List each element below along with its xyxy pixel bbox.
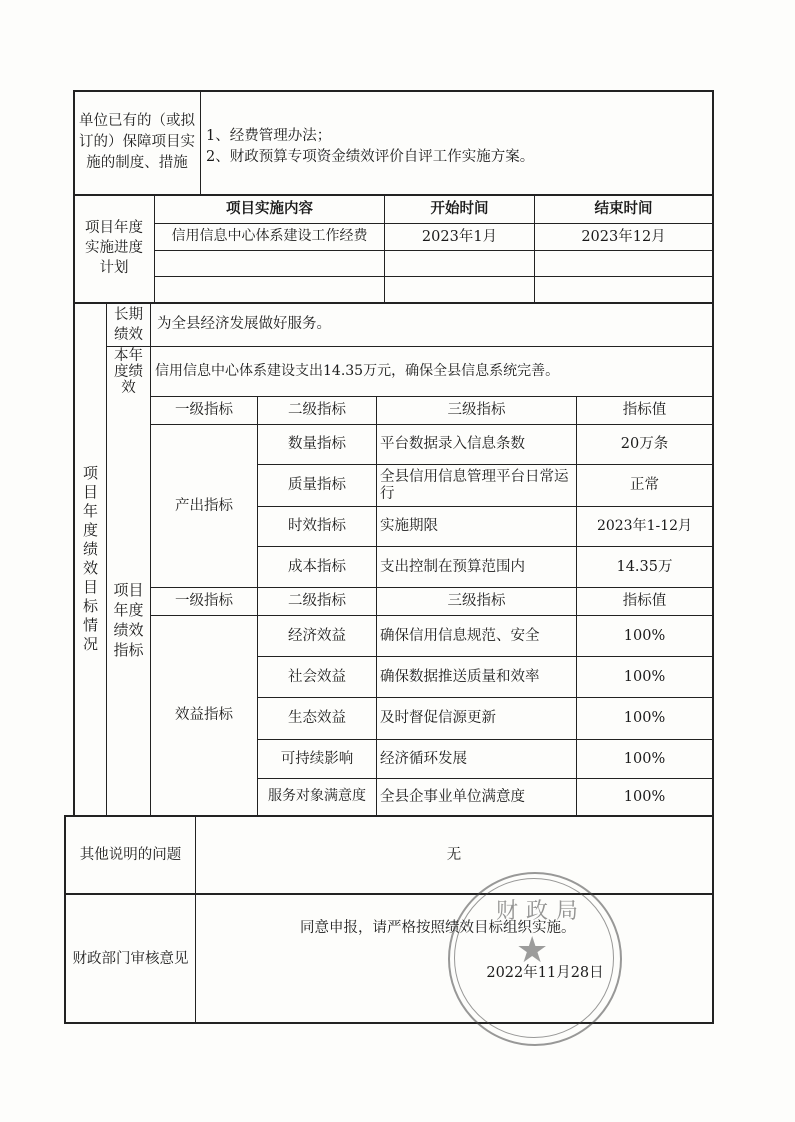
long-term-text: 为全县经济发展做好服务。	[157, 316, 331, 333]
output-value: 正常	[630, 477, 659, 494]
benefit-value: 100%	[623, 750, 666, 767]
benefit-third: 经济循环发展	[380, 750, 467, 767]
review-text: 同意申报，请严格按照绩效目标组织实施。	[300, 919, 576, 936]
benefit-second: 生态效益	[288, 710, 346, 727]
output-value: 2023年1-12月	[596, 517, 693, 534]
benefit-value: 100%	[623, 668, 666, 685]
plan-row-content: 信用信息中心体系建设工作经费	[171, 228, 368, 245]
header-second-level: 二级指标	[288, 402, 346, 419]
output-second: 成本指标	[288, 558, 346, 575]
plan-row-start: 2023年1月	[421, 228, 498, 245]
benefit-third: 及时督促信源更新	[380, 710, 496, 727]
plan-header-end: 结束时间	[594, 199, 653, 217]
plan-row-end: 2023年12月	[581, 228, 666, 245]
header-value: 指标值	[622, 593, 667, 610]
measures-list	[206, 126, 706, 168]
annual-label: 本年度绩效	[114, 347, 143, 396]
plan-label: 项目年度实施进度计划	[85, 220, 143, 276]
official-seal	[448, 872, 618, 1042]
annual-text: 信用信息中心体系建设支出14.35万元，确保全县信息系统完善。	[155, 362, 560, 379]
header-first-level: 一级指标	[175, 593, 233, 610]
benefit-value: 100%	[623, 788, 666, 805]
output-second: 时效指标	[288, 518, 346, 535]
review-label: 财政部门审核意见	[72, 950, 189, 967]
measures-item: 1、经费管理办法；	[206, 128, 332, 144]
other-label: 其他说明的问题	[79, 846, 182, 863]
benefit-second: 经济效益	[288, 627, 346, 644]
measures-label: 单位已有的（或拟订的）保障项目实施的制度、措施	[79, 112, 195, 171]
indicator-label-text: 项目年度绩效指标	[113, 581, 144, 659]
output-value: 14.35万	[616, 558, 673, 575]
goals-label-text: 项目年度绩效目标情况	[82, 464, 98, 653]
header-second-level: 二级指标	[288, 593, 346, 610]
benefit-third: 确保数据推送质量和效率	[380, 668, 540, 685]
output-third: 全县信用信息管理平台日常运行	[380, 468, 569, 502]
plan-header-start: 开始时间	[430, 199, 489, 217]
benefit-indicator-label: 效益指标	[175, 707, 233, 724]
header-third-level: 三级指标	[447, 593, 506, 610]
output-third: 平台数据录入信息条数	[380, 436, 525, 453]
benefit-value: 100%	[623, 627, 666, 644]
review-date: 2022年11月28日	[486, 964, 604, 981]
goals-label	[75, 303, 106, 815]
measures-item: 2、财政预算专项资金绩效评价自评工作实施方案。	[206, 149, 535, 165]
long-term-label: 长期绩效	[114, 306, 143, 343]
output-second: 质量指标	[288, 477, 346, 494]
benefit-third: 全县企事业单位满意度	[380, 788, 525, 805]
benefit-second: 社会效益	[288, 668, 346, 685]
header-first-level: 一级指标	[175, 402, 233, 419]
output-third: 支出控制在预算范围内	[380, 558, 525, 575]
benefit-value: 100%	[623, 710, 666, 727]
output-second: 数量指标	[288, 436, 346, 453]
indicator-label	[107, 425, 150, 815]
output-value: 20万条	[620, 436, 669, 453]
benefit-second: 可持续影响	[280, 750, 354, 767]
output-indicator-label: 产出指标	[175, 497, 233, 514]
benefit-second: 服务对象满意度	[268, 788, 366, 805]
seal-text: 财政局	[496, 899, 587, 924]
header-value: 指标值	[622, 402, 667, 419]
other-text: 无	[446, 846, 462, 863]
benefit-third: 确保信用信息规范、安全	[380, 627, 540, 644]
output-third: 实施期限	[380, 518, 438, 535]
header-third-level: 三级指标	[447, 402, 506, 419]
seal-star-icon: ★	[516, 930, 549, 971]
plan-header-content: 项目实施内容	[226, 199, 313, 217]
